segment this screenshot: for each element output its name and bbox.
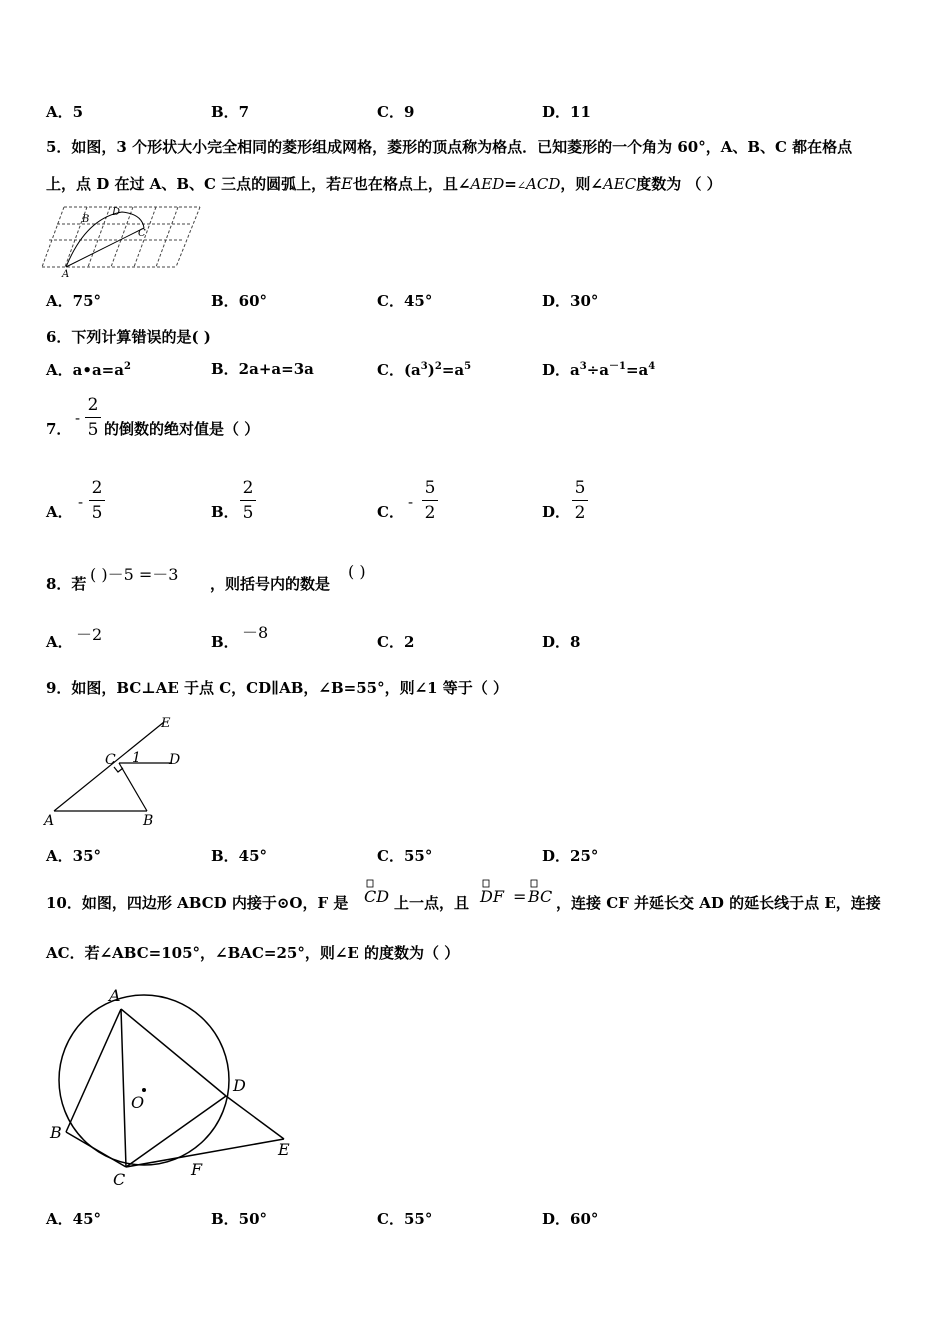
q9-label-d: D xyxy=(169,752,181,768)
q9-label-c: C xyxy=(105,752,116,768)
q7-fraction: 2 5 xyxy=(85,395,101,440)
q5-option-b[interactable]: B．60° xyxy=(211,292,268,310)
q5-option-a[interactable]: A．75° xyxy=(46,292,102,310)
q5-label-b: B xyxy=(82,214,90,225)
q4-option-d[interactable]: D．11 xyxy=(542,103,591,121)
q8-number: 8．若 xyxy=(46,575,87,593)
q8-stem-mid: ，则括号内的数是 xyxy=(210,575,331,593)
q10-label-b: B xyxy=(50,1123,62,1142)
q7-option-a-minus: - xyxy=(78,493,84,511)
q9-label-b: B xyxy=(143,813,154,829)
q5-stem-line1: 5．如图，3 个形状大小完全相同的菱形组成网格，菱形的顶点称为格点．已知菱形的一个角为 60°，A、B、C 都在格点 xyxy=(46,138,853,156)
q10-arc-bc-mark xyxy=(530,880,540,888)
q5-stem-line2: 上，点 D 在过 A、B、C 三点的圆弧上，若E也在格点上，且∠AED=∠ACD，则∠AEC度数为 （ ） xyxy=(46,174,722,193)
q10-equals: = xyxy=(513,887,527,906)
q10-option-d[interactable]: D．60° xyxy=(542,1210,599,1228)
q8-option-c[interactable]: C．2 xyxy=(377,633,415,651)
q7-option-d-label[interactable]: D． xyxy=(542,503,571,521)
q10-arc-bc: BC xyxy=(528,887,553,906)
q7-option-d-fraction[interactable]: 5 2 xyxy=(572,478,588,523)
q7-stem-tail: 的倒数的绝对值是（ ） xyxy=(104,420,260,438)
q10-stem-line1-mid: 上一点，且 xyxy=(394,894,470,912)
q10-option-a[interactable]: A．45° xyxy=(46,1210,102,1228)
q8-blank-paren: ( ) xyxy=(348,562,366,581)
q10-option-b[interactable]: B．50° xyxy=(211,1210,268,1228)
q9-option-d[interactable]: D．25° xyxy=(542,847,599,865)
q5-option-c[interactable]: C．45° xyxy=(377,292,433,310)
q5-label-a: A xyxy=(62,269,70,280)
q7-option-a-label[interactable]: A． xyxy=(46,503,73,521)
q8-option-b-value[interactable]: －8 xyxy=(242,623,269,642)
q10-circle-figure xyxy=(44,985,304,1195)
q10-label-c: C xyxy=(113,1170,126,1189)
q4-option-c[interactable]: C．9 xyxy=(377,103,415,121)
q7-option-c-fraction[interactable]: 5 2 xyxy=(422,478,438,523)
q10-stem-line1-start: 10．如图，四边形 ABCD 内接于⊙O，F 是 xyxy=(46,894,349,912)
q8-option-a-value[interactable]: －2 xyxy=(76,625,103,644)
q10-stem-line2: AC．若∠ABC=105°，∠BAC=25°，则∠E 的度数为（ ） xyxy=(46,944,460,962)
q5-rhombus-grid-figure xyxy=(42,204,204,278)
q7-option-b-fraction[interactable]: 2 5 xyxy=(240,478,256,523)
q8-option-a-label[interactable]: A． xyxy=(46,633,73,651)
q7-option-b-label[interactable]: B． xyxy=(211,503,239,521)
q6-option-c[interactable]: C．$(a^3)^2=a^5$ xyxy=(377,361,472,379)
q9-label-a: A xyxy=(44,813,55,829)
q8-option-b-label[interactable]: B． xyxy=(211,633,239,651)
q10-label-e: E xyxy=(278,1140,290,1159)
q4-option-b[interactable]: B．7 xyxy=(211,103,250,121)
q9-label-e: E xyxy=(161,716,171,731)
q5-label-c: C xyxy=(138,228,146,239)
q10-arc-df: DF xyxy=(480,887,504,906)
q9-stem: 9．如图，BC⊥AE 于点 C，CD∥AB，∠B=55°，则∠1 等于（ ） xyxy=(46,679,509,697)
q10-label-d: D xyxy=(233,1076,246,1095)
q9-option-c[interactable]: C．55° xyxy=(377,847,433,865)
q7-number: 7． xyxy=(46,420,72,438)
q8-option-d[interactable]: D．8 xyxy=(542,633,581,651)
q5-option-d[interactable]: D．30° xyxy=(542,292,599,310)
q10-arc-cd-mark xyxy=(366,880,376,888)
q4-option-a[interactable]: A．5 xyxy=(46,103,84,121)
q9-triangle-figure xyxy=(44,716,194,831)
q10-arc-cd: CD xyxy=(364,887,390,906)
q10-label-a: A xyxy=(109,986,121,1005)
q10-option-c[interactable]: C．55° xyxy=(377,1210,433,1228)
q7-option-c-label[interactable]: C． xyxy=(377,503,404,521)
q6-option-d[interactable]: D．$a^3\div a^{-1}=a^4$ xyxy=(542,361,656,379)
q6-stem: 6．下列计算错误的是( ) xyxy=(46,328,211,346)
q10-stem-line1-end: ，连接 CF 并延长交 AD 的延长线于点 E，连接 xyxy=(556,894,881,912)
q9-option-b[interactable]: B．45° xyxy=(211,847,268,865)
q6-option-b[interactable]: B．2a+a=3a xyxy=(211,360,314,378)
q7-option-a-fraction[interactable]: 2 5 xyxy=(89,478,105,523)
q10-label-o: O xyxy=(131,1093,145,1112)
q5-label-d: D xyxy=(112,207,121,218)
q7-option-c-minus: - xyxy=(408,493,414,511)
q9-option-a[interactable]: A．35° xyxy=(46,847,102,865)
q7-minus-sign: - xyxy=(75,409,81,427)
q10-arc-df-mark xyxy=(482,880,492,888)
q10-label-f: F xyxy=(191,1160,203,1179)
q9-label-angle-1: 1 xyxy=(132,750,141,766)
q6-option-a[interactable]: A．$a•a=a^2$ xyxy=(46,361,131,379)
q8-expression: ( )－5 =－3 xyxy=(90,565,179,584)
